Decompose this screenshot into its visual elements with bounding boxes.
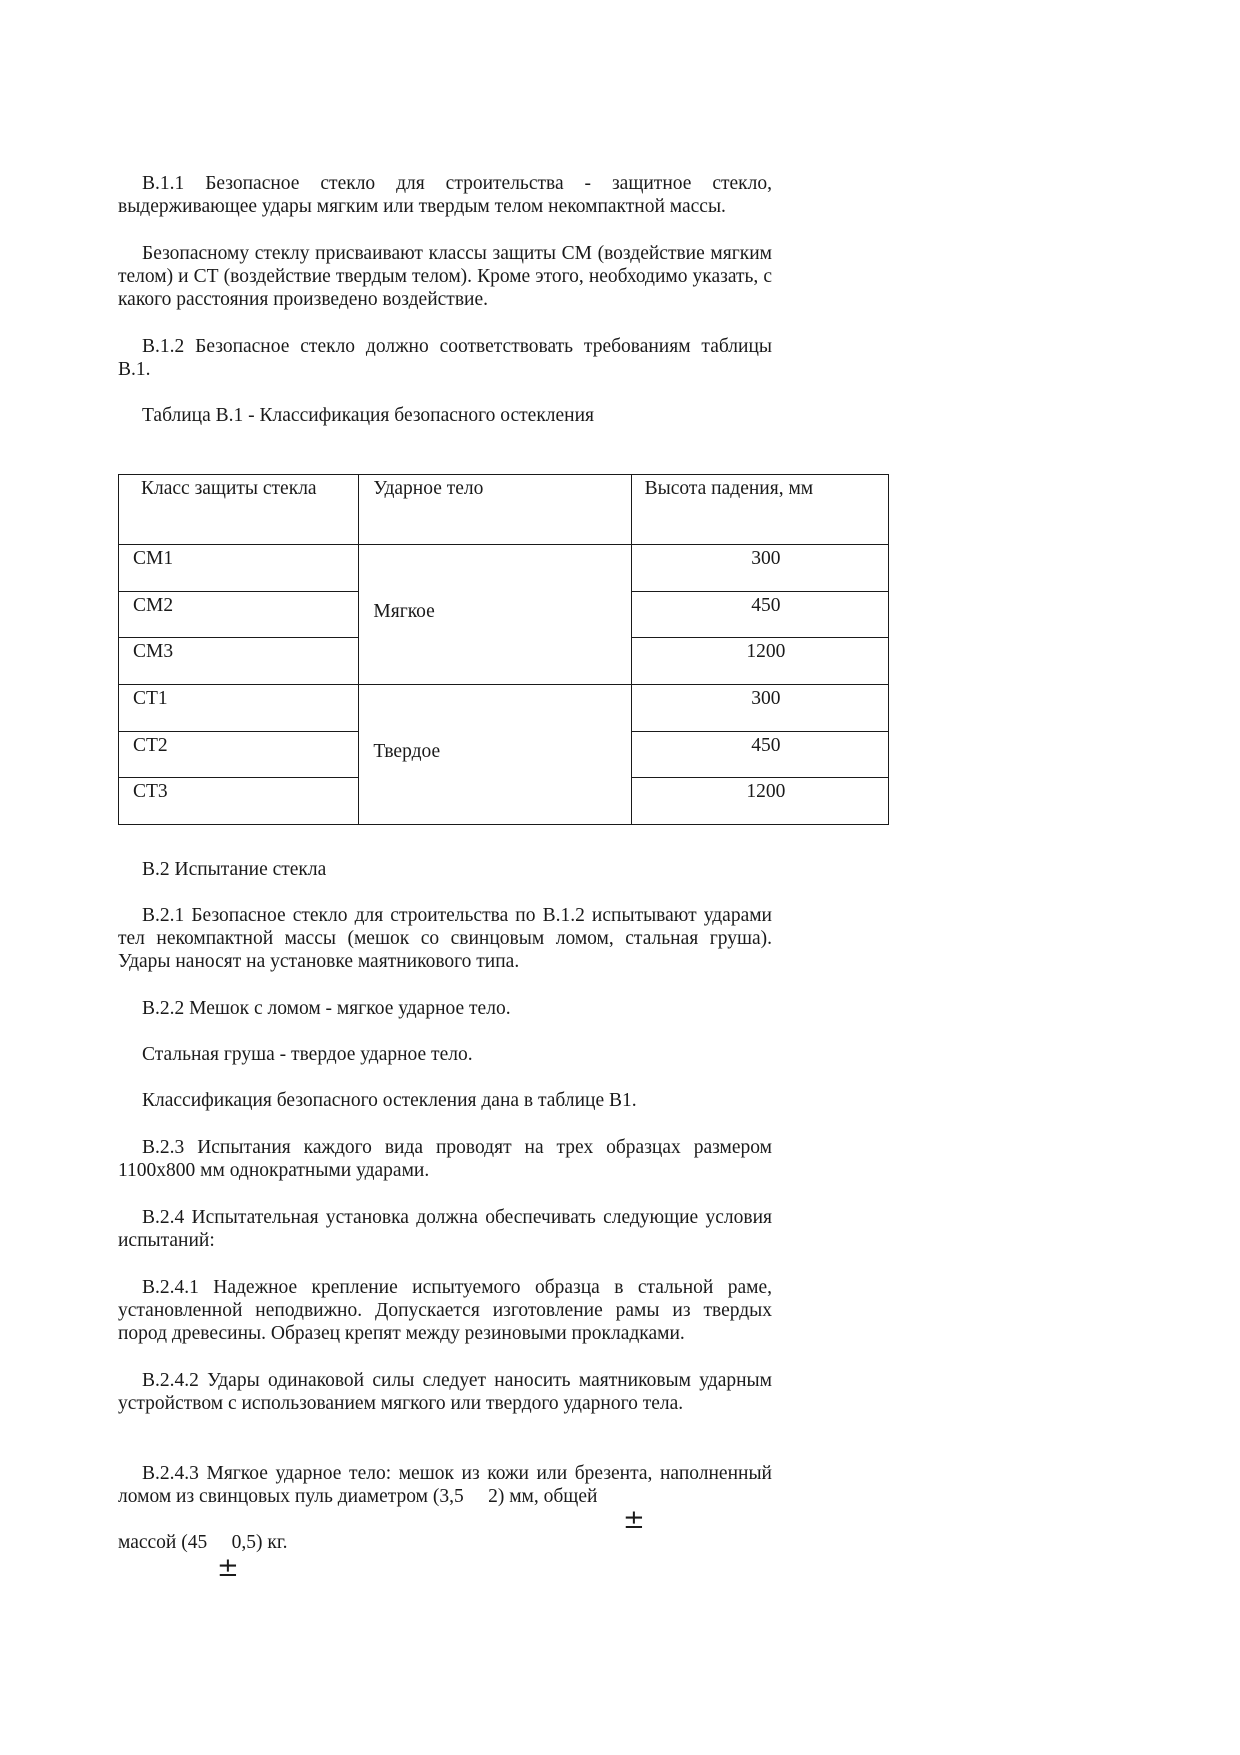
height-value: 450 — [751, 734, 781, 756]
class-value: СМ2 — [133, 594, 174, 616]
table-title: Таблица В.1 - Классификация безопасного остекления — [142, 405, 595, 426]
class-value: СТ2 — [133, 734, 168, 756]
class-cell — [119, 685, 359, 732]
paragraph-b12: В.1.2 Безопасное стекло должно соответствовать требованиям таблицы В.1. — [118, 336, 772, 380]
height-value: 300 — [751, 688, 781, 710]
paragraph-b21: В.2.1 Безопасное стекло для строительства по В.1.2 испытывают ударами тел некомпактной массы (мешок со свинцовым ломом, стальная груша). Удары наносят на установке маятникового типа. — [118, 905, 772, 972]
paragraph-hard-body: Стальная груша - твердое ударное тело. — [142, 1044, 473, 1065]
impact-body-cell-hard — [359, 685, 631, 825]
impact-body-value: Мягкое — [373, 601, 435, 623]
header-class: Класс защиты стекла — [141, 478, 317, 499]
header-drop-height: Высота падения, мм — [644, 478, 814, 499]
plus-minus-sign: ± — [217, 1553, 239, 1583]
paragraph-b24: В.2.4 Испытательная установка должна обеспечивать следующие условия испытаний: — [118, 1207, 772, 1251]
table-row — [119, 545, 889, 592]
height-cell — [631, 778, 888, 825]
class-value: СМ1 — [133, 548, 174, 569]
class-cell — [119, 731, 359, 778]
height-cell — [631, 545, 888, 592]
paragraph-mass: массой (45 0,5) кг. — [118, 1532, 288, 1553]
height-value: 450 — [751, 594, 781, 616]
class-value: СТ3 — [133, 781, 168, 803]
class-value: СТ1 — [133, 688, 168, 710]
paragraph-b23: В.2.3 Испытания каждого вида проводят на трех образцах размером 1100x800 мм однократными ударами. — [118, 1137, 772, 1181]
classification-table — [118, 474, 889, 825]
paragraph-b243: В.2.4.3 Мягкое ударное тело: мешок из кожи или брезента, наполненный ломом из свинцовых пуль диаметром (3,5 2) мм, общей — [118, 1463, 777, 1507]
height-value: 1200 — [746, 641, 786, 663]
class-cell — [119, 591, 359, 638]
class-cell — [119, 778, 359, 825]
class-cell — [119, 638, 359, 685]
table-header-row — [119, 475, 889, 545]
paragraph-b241: В.2.4.1 Надежное крепление испытуемого образца в стальной раме, установленной неподвижно. Допускается изготовление рамы из твердых пород древесины. Образец крепят между резиновыми прокладками. — [118, 1277, 772, 1344]
impact-body-value: Твердое — [373, 741, 441, 763]
paragraph-protection-classes: Безопасному стеклу присваивают классы защиты СМ (воздействие мягким телом) и СТ (воздействие твердым телом). Кроме этого, необходимо указать, с какого расстояния произведено воздействие. — [118, 243, 772, 310]
height-cell — [631, 638, 888, 685]
plus-minus-sign: ± — [623, 1505, 645, 1535]
height-cell — [631, 591, 888, 638]
paragraph-b242: В.2.4.2 Удары одинаковой силы следует наносить маятниковым ударным устройством с использованием мягкого или твердого ударного тела. — [118, 1370, 772, 1414]
table-row — [119, 685, 889, 732]
header-cell-height — [631, 475, 888, 545]
class-value: СМ3 — [133, 641, 174, 663]
height-value: 300 — [751, 548, 781, 569]
height-cell — [631, 731, 888, 778]
class-cell — [119, 545, 359, 592]
header-impact-body: Ударное тело — [373, 478, 484, 499]
impact-body-cell-soft — [359, 545, 631, 685]
section-heading-b2: В.2 Испытание стекла — [142, 859, 327, 880]
height-cell — [631, 685, 888, 732]
paragraph-b22: В.2.2 Мешок с ломом - мягкое ударное тело. — [142, 998, 511, 1019]
paragraph-classification-ref: Классификация безопасного остекления дана в таблице В1. — [142, 1090, 637, 1111]
height-value: 1200 — [746, 781, 786, 803]
paragraph-b11: В.1.1 Безопасное стекло для строительства - защитное стекло, выдерживающее удары мягким или твердым телом некомпактной массы. — [118, 173, 772, 217]
header-cell-class — [119, 475, 359, 545]
header-cell-body — [359, 475, 631, 545]
